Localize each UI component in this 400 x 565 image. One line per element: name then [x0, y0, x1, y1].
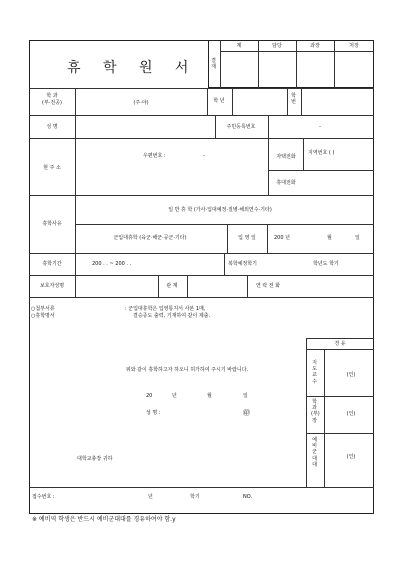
attachment-item-2: ○휴학명서 [31, 313, 55, 319]
attachment-note-1: : 군입대휴학은 입영통지서 사본 1매, [125, 306, 206, 312]
attachment-note-2: 결승증도 출력, 기재하여 같이 제출. [133, 313, 211, 319]
period-field[interactable]: 200 . . ~ 200 . . [92, 261, 132, 267]
receipt-year: 년 [148, 494, 153, 500]
address-label: 현 주 소 [43, 165, 61, 171]
review-advisor-seal[interactable]: (인) [346, 372, 356, 378]
signature-label: 성 명 : [146, 410, 161, 416]
area-code-field[interactable]: 지역번호 ( ) [308, 150, 335, 156]
date-year[interactable]: 20 [146, 393, 153, 399]
receipt-no: NO. [243, 494, 253, 500]
document-title: 휴 학 원 서 [67, 60, 198, 76]
footer-note: ※ 예비역 학생은 반드시 예비군대대를 경유하여야 함.y [32, 516, 176, 523]
guardian-label: 보호자성명 [39, 283, 65, 289]
addressee: 대학교총장 귀하 [77, 456, 113, 462]
date-day: 일 [243, 393, 248, 399]
review-dept-head-label: 학과(부)장 [311, 399, 320, 424]
date-year-unit: 년 [172, 393, 177, 399]
review-header: 경 유 [334, 341, 346, 347]
approval-col-2: 담당 [272, 43, 282, 49]
dept-sub-label: (부·전공) [42, 100, 62, 106]
receipt-label: 접수번호 : [32, 494, 55, 500]
reason-label: 휴학사유 [42, 221, 62, 227]
postcode-label: 우편번호 : [143, 153, 166, 159]
mobile-label: 휴대전화 [276, 180, 296, 186]
date-month: 월 [207, 393, 212, 399]
rrn-dash[interactable]: - [319, 124, 321, 130]
home-phone-label: 자택전화 [276, 154, 296, 160]
enlist-day-label: 일 [355, 235, 360, 241]
review-reserve-seal[interactable]: (인) [346, 454, 356, 460]
grade-label: 학 년 [213, 98, 225, 104]
approval-side-label: 결재 [211, 58, 216, 71]
form-table [29, 40, 374, 514]
general-leave-option[interactable]: 일 반 휴 학 (가사·입대예정·질병·해외연수·기타) [168, 207, 272, 213]
review-advisor-label: 지도교수 [312, 360, 317, 385]
receipt-semester: 학기 [190, 494, 200, 500]
approval-col-1: 계 [236, 43, 242, 49]
dept-label: 학 과 [46, 93, 58, 99]
name-label: 성 명 [46, 124, 58, 130]
return-label: 복학예정학기 [228, 261, 257, 267]
enlist-year[interactable]: 200 년 [274, 235, 290, 241]
attachment-item-1: ○첨부서류 [31, 306, 55, 312]
contact-label: 연 락 전 화 [255, 283, 281, 289]
dept-field[interactable]: (주·야) [133, 100, 149, 106]
approval-col-3: 과장 [310, 43, 320, 49]
student-no-label: 학번 [291, 93, 296, 106]
seal-mark: ㊞ [243, 409, 250, 417]
review-reserve-label: 예비군대대 [312, 437, 317, 468]
request-text: 위와 같이 휴학하고자 하오니 허가하여 주시기 바랍니다. [125, 367, 249, 373]
return-field[interactable]: 학년도 학기 [313, 261, 339, 267]
enlist-date-label: 입 영 일 [238, 235, 256, 241]
period-label: 휴학기간 [42, 261, 62, 267]
military-leave-option[interactable]: 군입대휴학 (육군·해군·공군·기타) [113, 235, 187, 241]
review-dept-head-seal[interactable]: (인) [346, 411, 356, 417]
relation-label: 관 계 [166, 283, 178, 289]
enlist-month-label: 월 [327, 235, 332, 241]
approval-col-4: 처장 [349, 43, 359, 49]
rrn-label: 주민등록번호 [226, 124, 256, 130]
postcode-dash[interactable]: - [203, 153, 205, 159]
